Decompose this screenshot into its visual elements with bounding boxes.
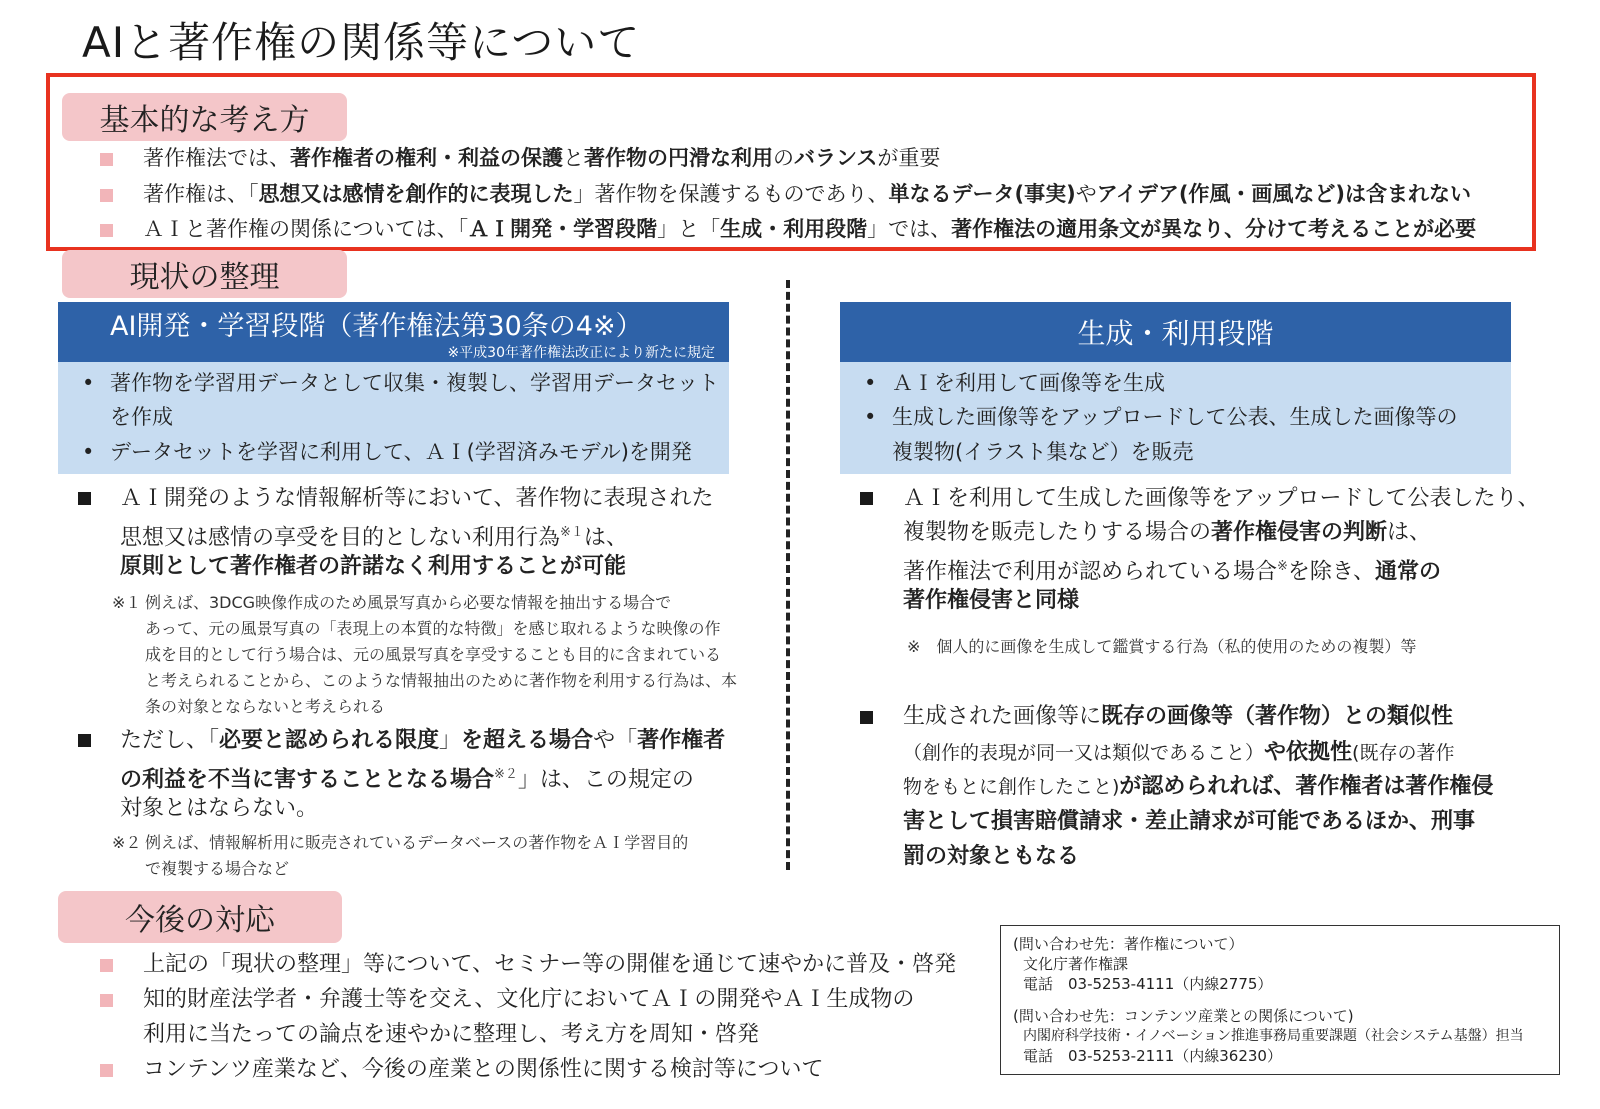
bullet-square-icon — [860, 711, 873, 724]
left-p2-line2: の利益を不当に害することとなる場合$^{※2}$」は、この規定の — [120, 767, 694, 793]
right-summary-box — [840, 362, 1511, 474]
bullet-square-icon — [100, 189, 113, 202]
left-note2-mark: ※２ — [112, 833, 142, 852]
left-note2-l2: で複製する場合など — [145, 859, 290, 878]
bullet-square-icon — [78, 492, 91, 505]
page-title: AIと著作権の関係等について — [82, 18, 641, 67]
left-note2-l1: 例えば、情報解析用に販売されているデータベースの著作物をＡＩ学習目的 — [145, 833, 689, 852]
right-p1-line3: 著作権法で利用が認められている場合※を除き、通常の — [903, 559, 1442, 585]
bullet-dot: • — [864, 405, 877, 429]
right-p2-line3: 物をもとに創作したこと)が認められれば、著作権者は著作権侵 — [903, 774, 1494, 799]
contact2-title: (問い合わせ先：コンテンツ産業との関係について) — [1013, 1007, 1354, 1025]
contact1-tel: 電話 03-5253-4111（内線2775） — [1023, 975, 1273, 993]
bullet-square-icon — [78, 734, 91, 747]
bullet-square-icon — [100, 994, 113, 1007]
future-line-2b: 利用に当たっての論点を速やかに整理し、考え方を周知・啓発 — [143, 1022, 760, 1047]
right-p1-line1: ＡＩを利用して生成した画像等をアップロードして公表したり、 — [903, 486, 1540, 511]
right-note: ※ 個人的に画像を生成して鑑賞する行為（私的使用のための複製）等 — [907, 637, 1417, 656]
left-summary-1b: を作成 — [110, 405, 173, 429]
contact-box — [1000, 925, 1560, 1075]
future-label-text: 今後の対応 — [125, 903, 275, 938]
right-p2-line1: 生成された画像等に既存の画像等（著作物）との類似性 — [903, 704, 1454, 729]
current-status-label-text: 現状の整理 — [129, 260, 280, 295]
bullet-square-icon — [100, 153, 113, 166]
basic-line-1: 著作権法では、著作権者の権利・利益の保護と著作物の円滑な利用のバランスが重要 — [143, 146, 941, 170]
contact1-org: 文化庁著作権課 — [1023, 955, 1129, 973]
future-line-3: コンテンツ産業など、今後の産業との関係性に関する検討等について — [143, 1057, 824, 1082]
bullet-square-icon — [860, 492, 873, 505]
left-p2-line3: 対象とはならない。 — [120, 796, 319, 821]
left-summary-1a: 著作物を学習用データとして収集・複製し、学習用データセット — [110, 371, 719, 395]
right-summary-1: ＡＩを利用して画像等を生成 — [892, 371, 1165, 395]
left-summary-2: データセットを学習に利用して、ＡＩ(学習済みモデル)を開発 — [110, 440, 692, 464]
bullet-dot: • — [82, 440, 95, 464]
contact2-tel: 電話 03-5253-2111（内線36230） — [1023, 1047, 1282, 1065]
left-p1-line2: 思想又は感情の享受を目的としない利用行為$^{※1}$は、 — [120, 525, 628, 551]
contact1-title: (問い合わせ先：著作権について） — [1013, 935, 1244, 953]
right-header-title: 生成・利用段階 — [1077, 317, 1274, 350]
right-p2-line2: （創作的表現が同一又は類似であること）や依拠性(既存の著作 — [903, 740, 1455, 765]
contact2-org: 内閣府科学技術・イノベーション推進事務局重要課題（社会システム基盤）担当 — [1023, 1028, 1524, 1044]
right-header — [840, 302, 1511, 362]
left-note1-l1: 例えば、3DCG映像作成のため風景写真から必要な情報を抽出する場合で — [145, 593, 672, 612]
right-p1-line2: 複製物を販売したりする場合の著作権侵害の判断は、 — [903, 520, 1432, 545]
basic-concepts-label — [62, 93, 347, 141]
left-header-title: AI開発・学習段階（著作権法第30条の4※） — [110, 311, 643, 342]
right-p2-line5: 罰の対象ともなる — [903, 844, 1080, 869]
right-summary-2a: 生成した画像等をアップロードして公表、生成した画像等の — [892, 405, 1458, 429]
bullet-square-icon — [100, 1064, 113, 1077]
left-note1-l2: あって、元の風景写真の「表現上の本質的な特徴」を感じ取れるような映像の作 — [145, 619, 721, 638]
left-note1-mark: ※１ — [112, 593, 142, 612]
left-summary-box — [58, 362, 729, 474]
left-header-note: ※平成30年著作権法改正により新たに規定 — [447, 345, 715, 361]
left-note1-l4: と考えられることから、このような情報抽出のために著作物を利用する行為は、本 — [145, 671, 738, 690]
future-line-2: 知的財産法学者・弁護士等を交え、文化庁においてＡＩの開発やＡＩ生成物の — [143, 987, 915, 1012]
future-label — [58, 891, 342, 943]
bullet-square-icon — [100, 959, 113, 972]
left-header — [58, 302, 729, 362]
bullet-dot: • — [82, 371, 95, 395]
basic-concepts-label-text: 基本的な考え方 — [99, 103, 310, 138]
left-p2-line1: ただし、「必要と認められる限度」を超える場合や「著作権者 — [120, 728, 726, 753]
right-summary-2b: 複製物(イラスト集など）を販売 — [892, 440, 1194, 464]
left-p1-line1: ＡＩ開発のような情報解析等において、著作物に表現された — [120, 486, 714, 511]
bullet-dot: • — [864, 371, 877, 395]
basic-line-2: 著作権は、「思想又は感情を創作的に表現した」著作物を保護するものであり、単なるデータ(事実)やアイデア(作風・画風など)は含まれない — [143, 182, 1472, 206]
column-divider — [786, 280, 790, 870]
bullet-square-icon — [100, 224, 113, 237]
right-p2-line4: 害として損害賠償請求・差止請求が可能であるほか、刑事 — [903, 809, 1476, 834]
right-p1-line4: 著作権侵害と同様 — [903, 588, 1080, 613]
left-note1-l5: 条の対象とならないと考えられる — [145, 697, 386, 716]
left-note1-l3: 成を目的として行う場合は、元の風景写真を享受することも目的に含まれている — [145, 645, 722, 664]
future-line-1: 上記の「現状の整理」等について、セミナー等の開催を通じて速やかに普及・啓発 — [143, 952, 957, 977]
basic-line-3: ＡＩと著作権の関係については、「ＡＩ開発・学習段階」と「生成・利用段階」では、著作権法の適用条文が異なり、分けて考えることが必要 — [143, 217, 1477, 241]
current-status-label — [62, 250, 347, 298]
left-p1-line3: 原則として著作権者の許諾なく利用することが可能 — [120, 554, 627, 579]
